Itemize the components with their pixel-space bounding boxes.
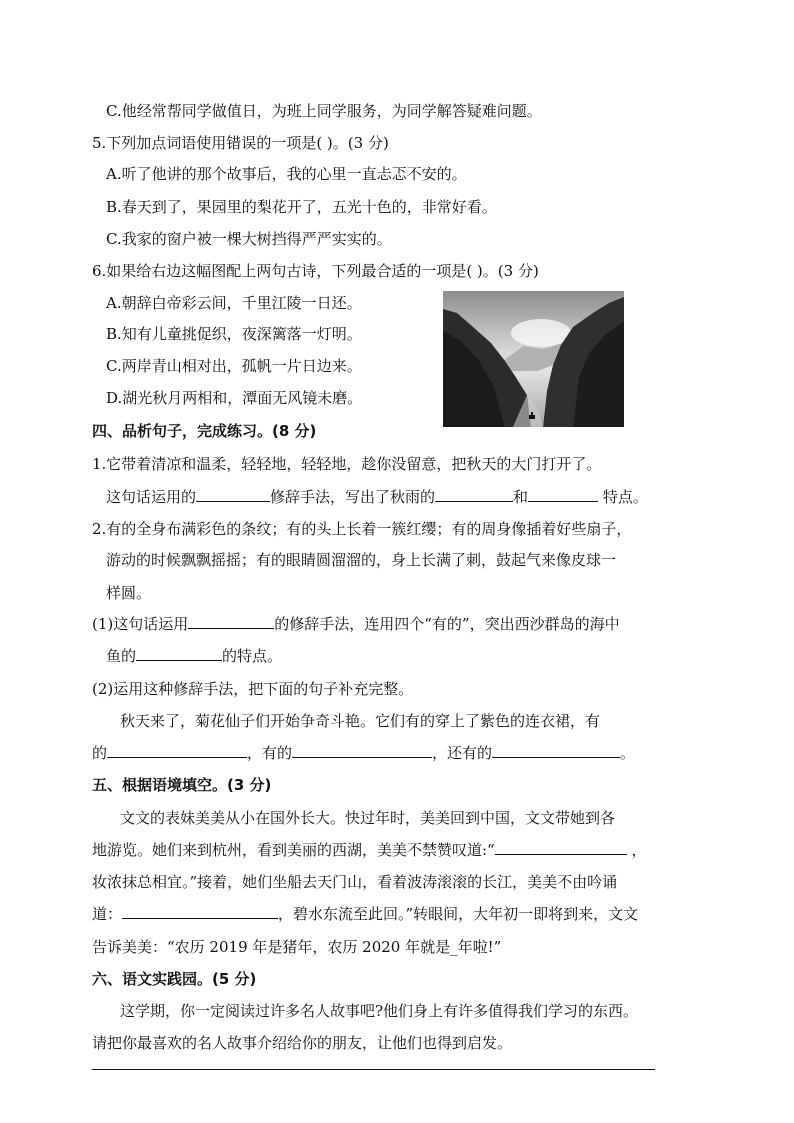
q5-option-c: C.我家的窗户被一棵大树挡得严严实实的。 <box>106 230 392 248</box>
section-4-part-2: (2)运用这种修辞手法，把下面的句子补充完整。 <box>92 680 414 698</box>
fish-trait-blank[interactable] <box>136 646 222 661</box>
q6-stem: 6.如果给右边这幅图配上两句古诗，下列最合适的一项是( )。(3 分) <box>92 262 539 280</box>
autumn-rain-trait-blank-1[interactable] <box>435 487 513 502</box>
section-4-part-1-line-2 <box>106 646 282 666</box>
chrysanthemum-blank-2[interactable] <box>292 743 432 758</box>
p2-text-b: ，有的 <box>247 744 293 762</box>
q1-text-d: 特点。 <box>602 488 648 506</box>
s5-text-a: 地游览。她们来到杭州，看到美丽的西湖，美美不禁赞叹道:“ <box>92 841 495 859</box>
chrysanthemum-blank-3[interactable] <box>492 743 620 758</box>
tianmen-poem-blank[interactable] <box>122 904 278 919</box>
q6-option-c: C.两岸青山相对出，孤帆一片日边来。 <box>106 357 362 375</box>
section-5-line-4 <box>92 904 638 924</box>
p2-text-c: ，还有的 <box>432 744 493 762</box>
section-4-q1-prompt <box>106 487 648 507</box>
q4-option-c: C.他经常帮同学做值日，为班上同学服务，为同学解答疑难问题。 <box>106 102 542 120</box>
answer-writing-line[interactable] <box>92 1069 655 1070</box>
section-5-line-1: 文文的表妹美美从小在国外长大。快过年时，美美回到中国，文文带她到各 <box>120 809 616 827</box>
west-lake-poem-blank[interactable] <box>495 840 627 855</box>
autumn-rain-trait-blank-2[interactable] <box>528 487 598 502</box>
q1-text-b: 修辞手法，写出了秋雨的 <box>270 488 436 506</box>
s5-text-c: 道： <box>92 905 123 923</box>
q5-option-a: A.听了他讲的那个故事后，我的心里一直忐忑不安的。 <box>106 165 467 183</box>
section-5-line-3: 妆浓抹总相宜。”接着，她们坐船去天门山，看着波涛滚滚的长江，美美不由吟诵 <box>92 873 618 891</box>
section-6-line-2: 请把你最喜欢的名人故事介绍给你的朋友，让他们也得到启发。 <box>92 1034 513 1052</box>
section-6-title: 六、语文实践园。(5 分) <box>92 970 257 988</box>
q1-text-a: 这句话运用的 <box>106 488 197 506</box>
section-4-sentence-1: 1.它带着清凉和温柔，轻轻地，轻轻地，趁你没留意，把秋天的大门打开了。 <box>92 455 602 473</box>
p2-text-d: 。 <box>620 744 636 762</box>
p1-text-a: (1)这句话运用 <box>92 615 189 633</box>
section-5-line-2 <box>92 840 647 860</box>
section-4-sentence-2-line-3: 样圆。 <box>106 584 152 602</box>
q5-stem: 5.下列加点词语使用错误的一项是( )。(3 分) <box>92 134 389 152</box>
rhetoric-blank-2[interactable] <box>188 614 274 629</box>
q5-option-b: B.春天到了，果园里的梨花开了，五光十色的，非常好看。 <box>106 198 497 216</box>
q6-option-d: D.湖光秋月两相和，潭面无风镜未磨。 <box>106 389 363 407</box>
section-6-line-1: 这学期，你一定阅读过许多名人故事吧?他们身上有许多值得我们学习的东西。 <box>120 1002 639 1020</box>
section-5-line-5: 告诉美美：“农历 2019 年是猪年，农历 2020 年就是_年啦!” <box>92 938 502 956</box>
section-4-part-1-line-1 <box>92 614 620 634</box>
p2-text-a: 的 <box>92 744 108 762</box>
section-4-sentence-2-line-2: 游动的时候飘飘摇摇；有的眼睛圆溜溜的，身上长满了刺，鼓起气来像皮球一 <box>106 551 617 569</box>
s5-text-b: ， <box>631 841 647 859</box>
section-4-part-2-line-2 <box>92 743 635 763</box>
q1-text-c: 和 <box>513 488 529 506</box>
gorge-river-photo <box>443 291 624 427</box>
section-5-title: 五、根据语境填空。(3 分) <box>92 776 272 794</box>
rhetoric-blank[interactable] <box>196 487 270 502</box>
q6-option-b: B.知有儿童挑促织，夜深篱落一灯明。 <box>106 325 362 343</box>
s5-text-d: ，碧水东流至此回。”转眼间，大年初一即将到来，文文 <box>278 905 639 923</box>
section-4-sentence-2-line-1: 2.有的全身布满彩色的条纹；有的头上长着一簇红缨；有的周身像插着好些扇子， <box>92 520 632 538</box>
p1-text-c: 鱼的 <box>106 647 137 665</box>
section-4-title: 四、品析句子，完成练习。(8 分) <box>92 422 317 440</box>
section-4-part-2-line-1: 秋天来了，菊花仙子们开始争奇斗艳。它们有的穿上了紫色的连衣裙，有 <box>120 712 601 730</box>
p1-text-d: 的特点。 <box>222 647 283 665</box>
q6-option-a: A.朝辞白帝彩云间，千里江陵一日还。 <box>106 294 362 312</box>
p1-text-b: 的修辞手法，连用四个“有的”，突出西沙群岛的海中 <box>274 615 620 633</box>
chrysanthemum-blank-1[interactable] <box>107 743 247 758</box>
